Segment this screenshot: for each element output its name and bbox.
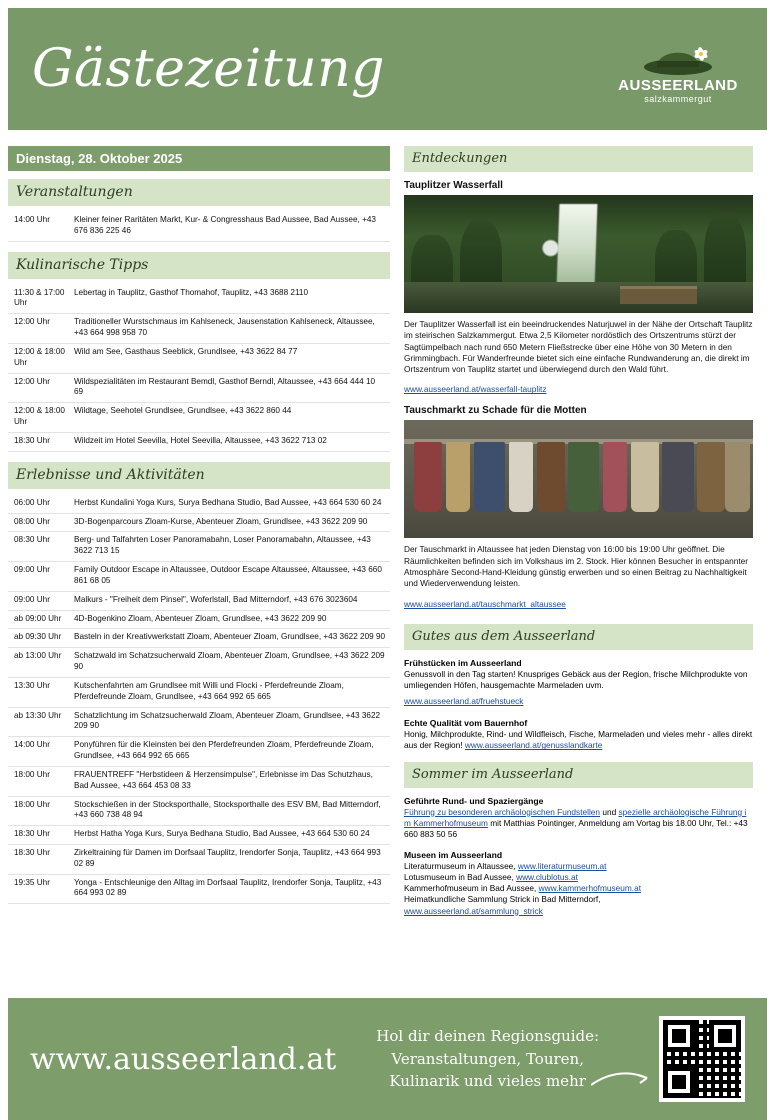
event-time: 08:30 Uhr bbox=[8, 532, 72, 562]
event-desc: 4D-Bogenkino Zloam, Abenteuer Zloam, Grundlsee, +43 3622 209 90 bbox=[72, 610, 390, 629]
logo-wordmark: AUSSEERLAND bbox=[618, 77, 738, 94]
event-desc: Malkurs - "Freiheit dem Pinsel", Woferlstall, Bad Mitterndorf, +43 676 3023604 bbox=[72, 591, 390, 610]
footer-url[interactable]: www.ausseerland.at bbox=[30, 1041, 337, 1077]
event-time: 06:00 Uhr bbox=[8, 495, 72, 513]
summer-item-fuehrungen: Geführte Rund- und Spaziergänge Führung zu besonderen archäologischen Fundstellen und spezielle archäologische Führung im Kammerhofmuseum mit Matthias Pointinger, Anmeldung am Vortag bis 18.00 Uhr, Tel.: +43 660 883 50 56 bbox=[404, 796, 753, 841]
event-desc: Yonga - Entschleunige den Alltag im Dorfsaal Tauplitz, Irendorfer Sonja, Tauplitz, +43 664 993 02 89 bbox=[72, 874, 390, 904]
good-item-text: Honig, Milchprodukte, Rind- und Wildfleisch, Fische, Marmeladen und vieles mehr - alles direkt aus der Region! bbox=[404, 729, 753, 751]
museum-line-pre: Kammerhofmuseum in Bad Aussee, bbox=[404, 883, 539, 894]
event-time: 18:30 Uhr bbox=[8, 844, 72, 874]
summer-link-kammerhofmuseum[interactable]: spezielle archäologische Führung im Kammerhofmuseum bbox=[404, 806, 747, 828]
museum-link-clublotus[interactable]: www.clublotus.at bbox=[516, 871, 578, 882]
left-column bbox=[8, 146, 390, 974]
museum-link-literaturmuseum[interactable]: www.literaturmuseum.at bbox=[517, 860, 607, 871]
event-desc: Basteln in der Kreativwerkstatt Zloam, Abenteuer Zloam, Grundlsee, +43 3622 209 90 bbox=[72, 629, 390, 648]
table-row bbox=[8, 677, 390, 707]
event-time: 18:00 Uhr bbox=[8, 796, 72, 826]
good-item-title: Frühstücken im Ausseerland bbox=[404, 657, 522, 668]
good-item-bauernhof bbox=[404, 718, 753, 752]
footer-cta-line1: Hol dir deinen Regionsguide: bbox=[376, 1027, 600, 1046]
footer-cta bbox=[336, 1025, 659, 1093]
event-time: 11:30 & 17:00 Uhr bbox=[8, 285, 72, 314]
event-desc: Kutschenfahrten am Grundlsee mit Willi und Flocki - Pferdefreunde Zloam, Pferdefreunde Zloam, Grundlsee, +43 664 992 65 665 bbox=[72, 677, 390, 707]
event-time: ab 13:00 Uhr bbox=[8, 648, 72, 678]
article-link-wasserfall[interactable]: www.ausseerland.at/wasserfall-tauplitz bbox=[404, 384, 547, 395]
table-row bbox=[8, 403, 390, 433]
event-time: 12:00 & 18:00 Uhr bbox=[8, 403, 72, 433]
table-row bbox=[8, 212, 390, 241]
event-time: 08:00 Uhr bbox=[8, 513, 72, 532]
table-row bbox=[8, 826, 390, 845]
summer-link-archaeologie[interactable]: Führung zu besonderen archäologischen Fundstellen bbox=[404, 806, 601, 817]
event-time: 18:30 Uhr bbox=[8, 826, 72, 845]
article-title-tauschmarkt: Tauschmarkt zu Schade für die Motten bbox=[404, 405, 587, 417]
summer-item-text: mit Matthias Pointinger, Anmeldung am Vortag bis 18.00 Uhr, Tel.: +43 660 883 50 56 bbox=[404, 817, 748, 840]
event-desc: FRAUENTREFF "Herbstideen & Herzensimpulse", Erlebnisse im Das Schutzhaus, Bad Aussee, +43 664 453 08 33 bbox=[72, 766, 390, 796]
footer-cta-line2: Veranstaltungen, Touren, bbox=[391, 1049, 584, 1068]
table-row bbox=[8, 844, 390, 874]
table-row bbox=[8, 796, 390, 826]
event-desc: Schatzlichtung im Schatzsucherwald Zloam, Abenteuer Zloam, Grundlsee, +43 3622 209 90 bbox=[72, 707, 390, 737]
event-time: 12:00 Uhr bbox=[8, 373, 72, 403]
edelweiss-hat-icon bbox=[613, 34, 743, 78]
section-heading-erlebnisse: Erlebnisse und Aktivitäten bbox=[8, 462, 390, 489]
event-desc: Traditioneller Wurstschmaus im Kahlseneck, Jausenstation Kahlseneck, Altaussee, +43 664 998 958 70 bbox=[72, 314, 390, 344]
event-desc: Family Outdoor Escape in Altaussee, Outdoor Escape Altaussee, Altaussee, +43 660 861 68 05 bbox=[72, 562, 390, 592]
events-table-veranstaltungen bbox=[8, 212, 390, 242]
event-desc: Herbst Hatha Yoga Kurs, Surya Bedhana Studio, Bad Aussee, +43 664 530 60 24 bbox=[72, 826, 390, 845]
table-row bbox=[8, 610, 390, 629]
event-time: ab 09:00 Uhr bbox=[8, 610, 72, 629]
masthead bbox=[8, 8, 767, 130]
table-row bbox=[8, 495, 390, 513]
summer-item-title: Museen im Ausseerland bbox=[404, 849, 503, 860]
event-desc: Stockschießen in der Stocksporthalle, Stocksporthalle des ESV BM, Bad Mitterndorf, +43 660 738 48 94 bbox=[72, 796, 390, 826]
event-desc: Berg- und Talfahrten Loser Panoramabahn, Loser Panoramabahn, Altaussee, +43 3622 713 15 bbox=[72, 532, 390, 562]
waterfall-photo bbox=[404, 195, 753, 313]
table-row bbox=[8, 874, 390, 904]
museum-line-pre: Literaturmuseum in Altaussee, bbox=[404, 860, 518, 871]
table-row bbox=[8, 343, 390, 373]
footer-cta-line3: Kulinarik und vieles mehr bbox=[389, 1072, 586, 1091]
event-desc: Zirkeltraining für Damen im Dorfsaal Tauplitz, Irendorfer Sonja, Tauplitz, +43 664 993 02 89 bbox=[72, 844, 390, 874]
date-bar: Dienstag, 28. Oktober 2025 bbox=[8, 146, 390, 171]
qr-code[interactable] bbox=[659, 1016, 745, 1102]
good-item-fruehstuecken bbox=[404, 658, 753, 710]
event-desc: Kleiner feiner Raritäten Markt, Kur- & Congresshaus Bad Aussee, Bad Aussee, +43 676 836 225 46 bbox=[72, 212, 390, 241]
event-time: ab 13:30 Uhr bbox=[8, 707, 72, 737]
article-title-wasserfall: Tauplitzer Wasserfall bbox=[404, 180, 503, 191]
article-body-tauschmarkt: Der Tauschmarkt in Altaussee hat jeden Dienstag von 16:00 bis 19:00 Uhr geöffnet. Die Räumlichkeiten befinden sich im Volkshaus im 2. Stock. Hier können Besucher in entspannter Atmosphäre Second-Hand-Kleidung günstig erwerben und so einen Beitrag zu Nachhaltigkeit und Wiederverwendung leisten. bbox=[404, 544, 749, 589]
summer-item-title: Geführte Rund- und Spaziergänge bbox=[404, 795, 544, 806]
footer bbox=[8, 998, 767, 1120]
good-item-link[interactable]: www.ausseerland.at/fruehstueck bbox=[404, 696, 524, 707]
event-desc: Ponyführen für die Kleinsten bei den Pferdefreunden Zloam, Pferdefreunde Zloam, Grundlsee, +43 664 992 65 665 bbox=[72, 737, 390, 767]
event-desc: Herbst Kundalini Yoga Kurs, Surya Bedhana Studio, Bad Aussee, +43 664 530 60 24 bbox=[72, 495, 390, 513]
table-row bbox=[8, 562, 390, 592]
section-heading-sommer: Sommer im Ausseerland bbox=[404, 762, 753, 788]
museum-link-sammlung-strick[interactable]: www.ausseerland.at/sammlung_strick bbox=[404, 905, 543, 916]
table-row bbox=[8, 707, 390, 737]
section-heading-entdeckungen: Entdeckungen bbox=[404, 146, 753, 172]
museum-line-pre: Heimatkundliche Sammlung Strick in Bad Mitterndorf, bbox=[404, 894, 601, 905]
museum-line-pre: Lotusmuseum in Bad Aussee, bbox=[404, 871, 517, 882]
event-time: 14:00 Uhr bbox=[8, 212, 72, 241]
event-desc: 3D-Bogenparcours Zloam-Kurse, Abenteuer Zloam, Grundlsee, +43 3622 209 90 bbox=[72, 513, 390, 532]
right-column bbox=[404, 146, 753, 974]
table-row bbox=[8, 432, 390, 451]
event-time: 18:00 Uhr bbox=[8, 766, 72, 796]
event-desc: Wildspezialitäten im Restaurant Bemdl, Gasthof Berndl, Altaussee, +43 664 444 10 69 bbox=[72, 373, 390, 403]
content-columns bbox=[8, 146, 767, 974]
table-row bbox=[8, 737, 390, 767]
event-time: 09:00 Uhr bbox=[8, 591, 72, 610]
event-time: 14:00 Uhr bbox=[8, 737, 72, 767]
event-time: 19:35 Uhr bbox=[8, 874, 72, 904]
page-title: Gästezeitung bbox=[32, 39, 385, 99]
table-row bbox=[8, 629, 390, 648]
event-desc: Wild am See, Gasthaus Seeblick, Grundlsee, +43 3622 84 77 bbox=[72, 343, 390, 373]
event-desc: Lebertag in Tauplitz, Gasthof Thomahof, Tauplitz, +43 3688 2110 bbox=[72, 285, 390, 314]
table-row bbox=[8, 314, 390, 344]
event-desc: Wildzeit im Hotel Seevilla, Hotel Seevilla, Altaussee, +43 3622 713 02 bbox=[72, 432, 390, 451]
good-item-title: Echte Qualität vom Bauernhof bbox=[404, 718, 528, 729]
brand-logo bbox=[613, 34, 743, 104]
events-table-erlebnisse bbox=[8, 495, 390, 905]
event-time: 18:30 Uhr bbox=[8, 432, 72, 451]
event-time: 13:30 Uhr bbox=[8, 677, 72, 707]
event-desc: Schatzwald im Schatzsucherwald Zloam, Abenteuer Zloam, Grundlsee, +43 3622 209 90 bbox=[72, 648, 390, 678]
table-row bbox=[8, 532, 390, 562]
article-link-tauschmarkt[interactable]: www.ausseerland.at/tauschmarkt_altaussee bbox=[404, 598, 566, 609]
summer-item-museen bbox=[404, 850, 753, 917]
table-row bbox=[8, 648, 390, 678]
event-time: 12:00 & 18:00 Uhr bbox=[8, 343, 72, 373]
table-row bbox=[8, 513, 390, 532]
event-time: 09:00 Uhr bbox=[8, 562, 72, 592]
events-table-kulinarik bbox=[8, 285, 390, 452]
logo-subtitle: salzkammergut bbox=[644, 93, 712, 104]
table-row bbox=[8, 373, 390, 403]
table-row bbox=[8, 591, 390, 610]
table-row bbox=[8, 285, 390, 314]
section-heading-gutes: Gutes aus dem Ausseerland bbox=[404, 624, 753, 650]
arrow-icon bbox=[591, 1069, 653, 1089]
event-time: ab 09:30 Uhr bbox=[8, 629, 72, 648]
market-clothes-photo bbox=[404, 420, 753, 538]
section-heading-veranstaltungen: Veranstaltungen bbox=[8, 179, 390, 206]
good-item-text: Genussvoll in den Tag starten! Knuspriges Gebäck aus der Region, frische Milchprodukte von umliegenden Höfen, hausgemachte Marmeladen uvm. bbox=[404, 668, 748, 690]
section-heading-kulinarische-tipps: Kulinarische Tipps bbox=[8, 252, 390, 279]
event-desc: Wildtage, Seehotel Grundlsee, Grundlsee, +43 3622 860 44 bbox=[72, 403, 390, 433]
event-time: 12:00 Uhr bbox=[8, 314, 72, 344]
article-body-wasserfall: Der Tauplitzer Wasserfall ist ein beeindruckendes Naturjuwel in der Nähe der Ortschaft Tauplitz im steirischen Salzkammergut. Etwa 2,5 Kilometer nordöstlich des Ortszentrums stürzt der Sagtümpelbach nach rund 650 Metern Fließstrecke über eine Höhe von 30 Metern in den Grimmingbach. Für Wanderfreunde bietet sich eine einfache Rundwanderung an, die direkt im Ortszentrum von Tauplitz startet und überwiegend durch den Wald führt. bbox=[404, 319, 753, 375]
museum-link-kammerhofmuseum[interactable]: www.kammerhofmuseum.at bbox=[538, 883, 642, 894]
table-row bbox=[8, 766, 390, 796]
good-item-link[interactable]: www.ausseerland.at/genusslandkarte bbox=[464, 740, 603, 751]
